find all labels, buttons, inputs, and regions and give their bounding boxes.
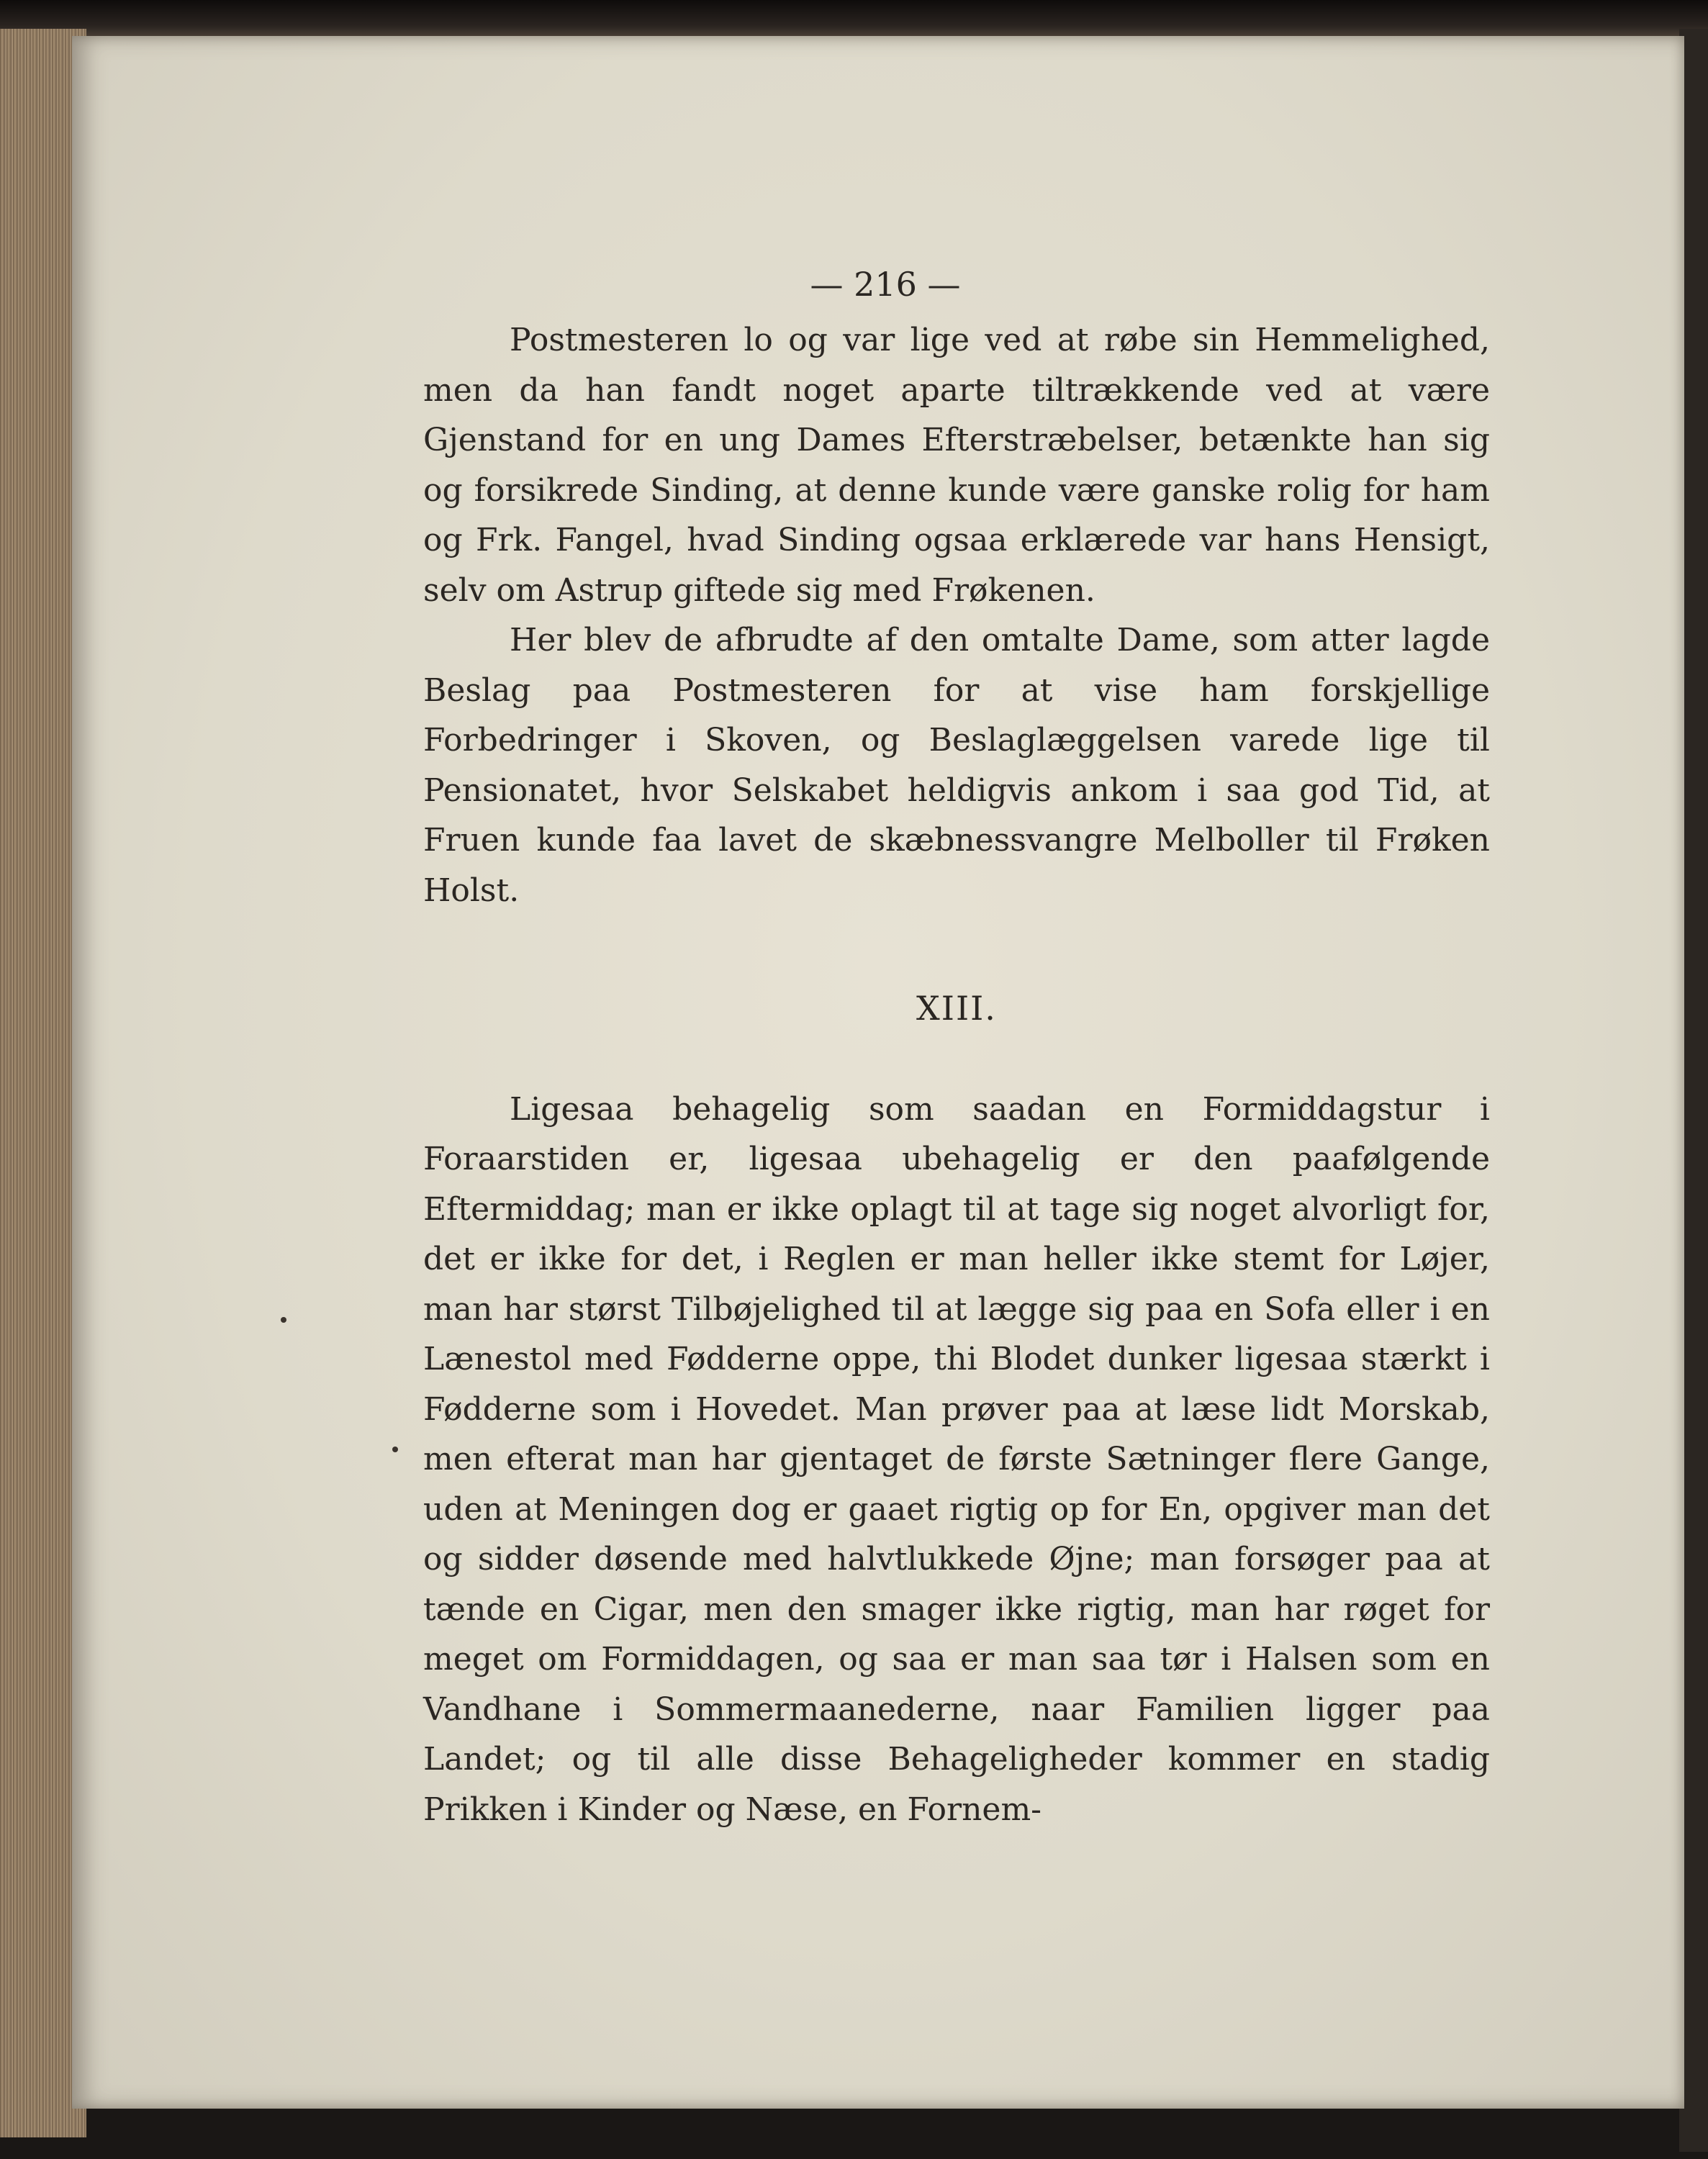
paragraph: Ligesaa behagelig som saadan en Formiddagstur i Foraarstiden er, ligesaa ubehagelig er den paafølgende Eftermiddag; man er ikke oplagt til at tage sig noget alvorligt for, det er ikke for det, i Reglen er man heller ikke stemt for Løjer, man har størst Tilbøjelighed til at lægge sig paa en Sofa eller i en Lænestol med Fødderne oppe, thi Blodet dunker ligesaa stærkt i Fødderne som i Hovedet. Man prøver paa at læse lidt Morskab, men efterat man har gjentaget de første Sætninger flere Gange, uden at Meningen dog er gaaet rigtig op for En, opgiver man det og sidder døsende med halvtlukkede Øjne; man forsøger paa at tænde en Cigar, men den smager ikke rigtig, man har røget for meget om Formiddagen, og saa er man saa tør i Halsen som en Vandhane i Sommermaanederne, naar Familien ligger paa Landet; og til alle disse Behageligheder kommer en stadig Prikken i Kinder og Næse, en Fornem-: [423, 1090, 1490, 1828]
paragraph: Postmesteren lo og var lige ved at røbe sin Hemmelighed, men da han fandt noget aparte tiltrækkende ved at være Gjenstand for en ung Dames Efterstræbelser, betænkte han sig og forsikrede Sinding, at denne kunde være ganske rolig for ham og Frk. Fangel, hvad Sinding ogsaa erklærede var hans Hensigt, selv om Astrup giftede sig med Frøkenen.: [423, 322, 1490, 609]
paragraph: Her blev de afbrudte af den omtalte Dame, som atter lagde Beslag paa Postmesteren for at vise ham forskjellige Forbedringer i Skoven, og Beslaglæggelsen varede lige til Pensionatet, hvor Selskabet heldigvis ankom i saa god Tid, at Fruen kunde faa lavet de skæbnessvangre Melboller til Frøken Holst.: [423, 622, 1490, 909]
margin-mark: [281, 1317, 286, 1323]
margin-mark: [392, 1447, 398, 1452]
text-body: [423, 229, 1490, 1834]
chapter-heading: XIII.: [916, 989, 997, 1028]
page-number: — 216 —: [810, 265, 961, 304]
